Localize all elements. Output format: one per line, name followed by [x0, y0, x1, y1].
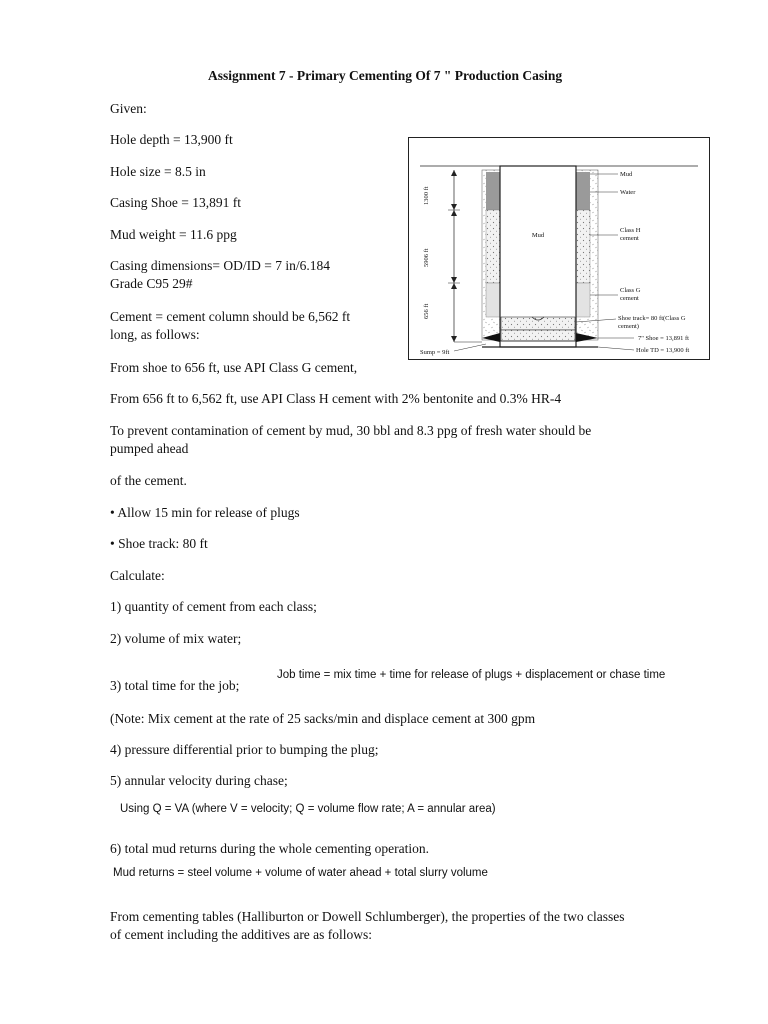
mud-returns-formula: Mud returns = steel volume + volume of water ahead + total slurry volume — [113, 867, 488, 879]
label-mud: Mud — [620, 171, 633, 178]
of-cement-text: of the cement. — [110, 473, 187, 488]
question-5: 5) annular velocity during chase; — [110, 773, 288, 788]
cementing-tables-text-1: From cementing tables (Halliburton or Dowell Schlumberger), the properties of the two classes — [110, 909, 625, 924]
prevent-contamination-text-2: pumped ahead — [110, 441, 189, 456]
left-annulus-water — [486, 172, 500, 210]
dim-label-top: 1300 ft — [423, 186, 430, 205]
wellbore-svg — [408, 137, 710, 360]
note-text: (Note: Mix cement at the rate of 25 sacks/min and displace cement at 300 gpm — [110, 711, 536, 726]
hole-depth-text: Hole depth = 13,900 ft — [110, 132, 233, 147]
left-class-h-cement — [486, 210, 500, 283]
from-656-text: From 656 ft to 6,562 ft, use API Class H cement with 2% bentonite and 0.3% HR-4 — [110, 391, 562, 406]
label-sump: Sump = 9ft — [420, 349, 450, 356]
mud-weight-text: Mud weight = 11.6 ppg — [110, 227, 237, 242]
label-shoe-track-1: Shoe track= 80 ft(Class G — [618, 315, 686, 322]
question-6: 6) total mud returns during the whole cementing operation. — [110, 841, 430, 856]
bullet-plug-release: • Allow 15 min for release of plugs — [110, 505, 300, 520]
question-3: 3) total time for the job; — [110, 678, 240, 693]
casing-shoe-text: Casing Shoe = 13,891 ft — [110, 195, 241, 210]
casing-dimensions-text: Casing dimensions= OD/ID = 7 in/6.184 — [110, 258, 330, 273]
cement-column-text-2: long, as follows: — [110, 327, 200, 342]
q-equals-va-formula: Using Q = VA (where V = velocity; Q = volume flow rate; A = annular area) — [120, 803, 496, 815]
grade-text: Grade C95 29# — [110, 276, 193, 291]
from-shoe-text: From shoe to 656 ft, use API Class G cement, — [110, 360, 358, 375]
right-class-h-cement — [576, 210, 590, 283]
casing-mud-label: Mud — [531, 232, 545, 239]
bullet-shoe-track: • Shoe track: 80 ft — [110, 536, 208, 551]
dim-label-bottom: 656 ft — [423, 303, 430, 319]
question-1: 1) quantity of cement from each class; — [110, 599, 317, 614]
label-td: Hole TD = 13,900 ft — [636, 347, 690, 354]
hole-size-text: Hole size = 8.5 in — [110, 164, 206, 179]
left-class-g-cement — [486, 283, 500, 317]
label-water: Water — [620, 189, 636, 196]
cementing-tables-text-2: of cement including the additives are as follows: — [110, 927, 373, 942]
given-label: Given: — [110, 101, 147, 116]
shoe-bottom — [501, 330, 575, 341]
question-4: 4) pressure differential prior to bumping the plug; — [110, 742, 379, 757]
wellbore-diagram — [408, 137, 710, 360]
label-shoe-track-2: cement) — [618, 323, 639, 330]
assignment-title: Assignment 7 - Primary Cementing Of 7 " Production Casing — [208, 68, 563, 83]
calculate-label: Calculate: — [110, 568, 165, 583]
label-class-g-1: Class G — [620, 287, 641, 294]
question-2: 2) volume of mix water; — [110, 631, 242, 646]
label-class-h-1: Class H — [620, 227, 641, 234]
prevent-contamination-text-1: To prevent contamination of cement by mud, 30 bbl and 8.3 ppg of fresh water should be — [110, 423, 592, 438]
cement-column-text-1: Cement = cement column should be 6,562 ft — [110, 309, 351, 324]
shoe-track — [501, 317, 575, 330]
label-class-g-2: cement — [620, 295, 639, 302]
right-class-g-cement — [576, 283, 590, 317]
label-shoe: 7" Shoe = 13,891 ft — [638, 335, 689, 342]
label-class-h-2: cement — [620, 235, 639, 242]
right-annulus-water — [576, 172, 590, 210]
job-time-formula: Job time = mix time + time for release of plugs + displacement or chase time — [277, 669, 666, 681]
dim-label-mid: 5906 ft — [423, 248, 430, 267]
